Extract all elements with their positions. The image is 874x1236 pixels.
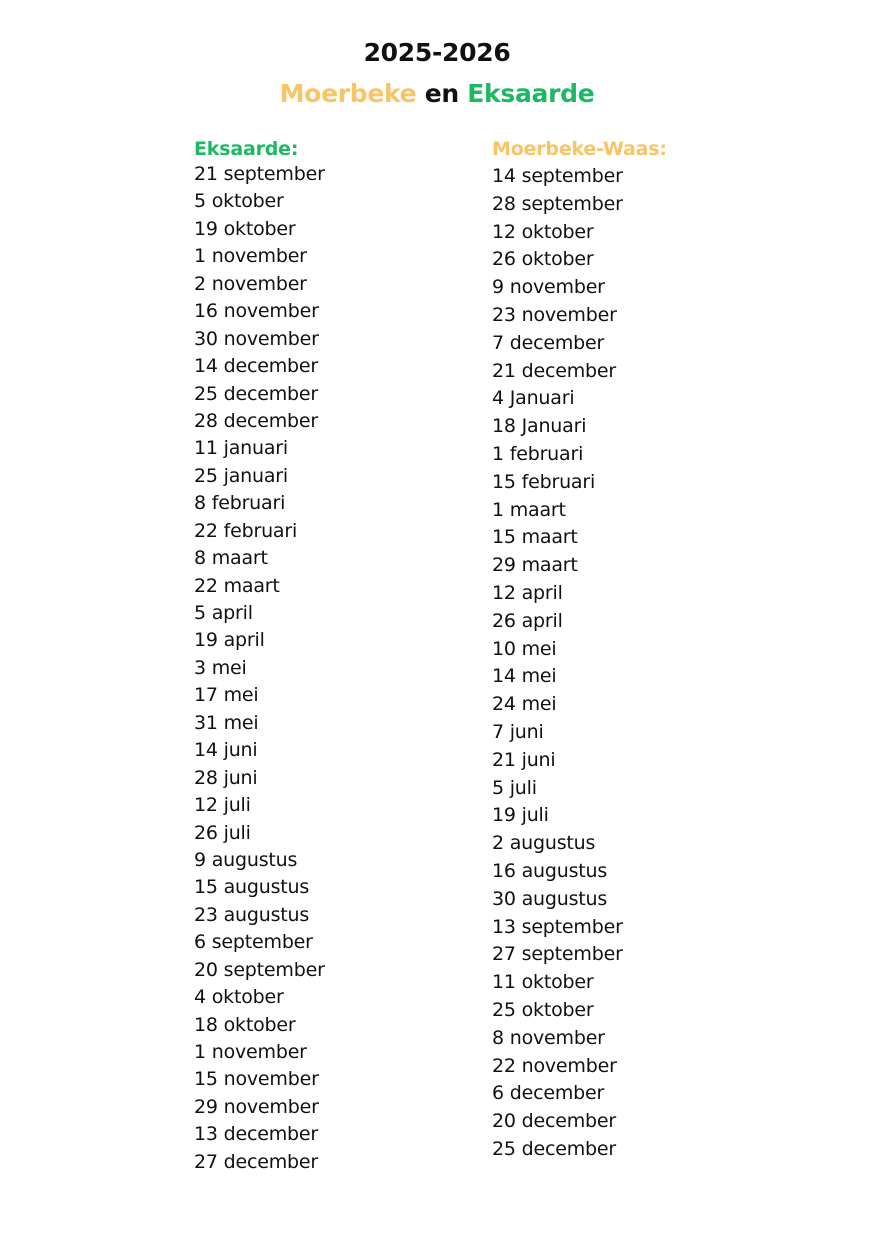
date-item: 6 september — [194, 931, 313, 954]
moerbeke-heading: Moerbeke-Waas: — [492, 138, 667, 160]
date-item: 1 november — [194, 245, 307, 268]
date-item: 8 maart — [194, 547, 268, 570]
date-item: 19 oktober — [194, 217, 296, 240]
date-item: 13 december — [194, 1123, 318, 1146]
date-item: 25 oktober — [492, 998, 594, 1021]
date-item: 27 december — [194, 1150, 318, 1173]
page-subtitle — [0, 77, 874, 111]
date-item: 25 december — [194, 382, 318, 405]
date-item: 18 oktober — [194, 1013, 296, 1036]
date-item: 22 februari — [194, 519, 298, 542]
date-item: 4 Januari — [492, 387, 575, 410]
date-item: 26 april — [492, 609, 563, 632]
date-item: 24 mei — [492, 693, 557, 716]
date-item: 25 januari — [194, 464, 288, 487]
date-item: 11 januari — [194, 437, 288, 460]
date-item: 13 september — [492, 915, 623, 938]
date-item: 21 juni — [492, 748, 556, 771]
eksaarde-date-list — [194, 161, 325, 1176]
date-item: 14 december — [194, 355, 318, 378]
date-item: 14 mei — [492, 665, 557, 688]
eksaarde-heading: Eksaarde: — [194, 138, 299, 160]
date-item: 22 maart — [194, 574, 280, 597]
date-item: 9 augustus — [194, 848, 298, 871]
subtitle-eksaarde: Eksaarde — [467, 79, 595, 108]
date-item: 4 oktober — [194, 986, 284, 1009]
date-item: 8 november — [492, 1026, 605, 1049]
date-item: 2 november — [194, 272, 307, 295]
date-item: 26 juli — [194, 821, 251, 844]
date-item: 12 april — [492, 581, 563, 604]
moerbeke-column — [492, 136, 667, 1164]
date-item: 29 maart — [492, 554, 578, 577]
date-item: 28 september — [492, 192, 623, 215]
date-item: 18 Januari — [492, 415, 587, 438]
date-item: 15 februari — [492, 470, 596, 493]
date-item: 16 november — [194, 300, 319, 323]
date-item: 15 maart — [492, 526, 578, 549]
subtitle-moerbeke: Moerbeke — [279, 79, 417, 108]
date-item: 5 juli — [492, 776, 537, 799]
date-item: 23 augustus — [194, 903, 310, 926]
date-item: 1 november — [194, 1041, 307, 1063]
date-item: 14 september — [492, 165, 623, 187]
date-item: 29 november — [194, 1095, 319, 1118]
date-item: 1 februari — [492, 442, 584, 465]
date-item: 19 april — [194, 629, 265, 652]
date-item: 28 december — [194, 409, 318, 432]
date-item: 20 december — [492, 1110, 616, 1133]
date-item: 16 augustus — [492, 859, 608, 882]
date-item: 23 november — [492, 303, 617, 326]
date-item: 15 november — [194, 1068, 319, 1091]
moerbeke-date-list — [492, 163, 667, 1164]
date-item: 12 oktober — [492, 220, 594, 243]
date-item: 22 november — [492, 1054, 617, 1077]
date-item: 30 augustus — [492, 887, 608, 910]
date-item: 5 oktober — [194, 190, 284, 213]
date-item: 12 juli — [194, 794, 251, 817]
date-item: 19 juli — [492, 804, 549, 827]
date-item: 27 september — [492, 943, 623, 966]
date-item: 21 december — [492, 359, 616, 382]
date-item: 6 december — [492, 1082, 605, 1105]
date-item: 30 november — [194, 327, 319, 350]
date-item: 26 oktober — [492, 248, 594, 271]
date-item: 15 augustus — [194, 876, 310, 899]
date-item: 7 juni — [492, 720, 544, 743]
subtitle-connector: en — [424, 79, 459, 108]
date-item: 25 december — [492, 1137, 616, 1160]
page-title: 2025-2026 — [363, 38, 511, 67]
date-item: 20 september — [194, 958, 325, 981]
date-item: 17 mei — [194, 684, 259, 707]
date-item: 9 november — [492, 276, 605, 299]
date-item: 2 augustus — [492, 832, 596, 855]
date-item: 10 mei — [492, 637, 557, 660]
date-item: 3 mei — [194, 656, 247, 679]
date-item: 7 december — [492, 331, 605, 354]
date-item: 14 juni — [194, 739, 258, 762]
date-item: 8 februari — [194, 492, 286, 515]
date-item: 11 oktober — [492, 971, 594, 994]
date-item: 1 maart — [492, 498, 566, 521]
date-item: 28 juni — [194, 766, 258, 789]
date-item: 21 september — [194, 163, 325, 185]
date-item: 5 april — [194, 602, 253, 624]
date-item: 31 mei — [194, 711, 259, 734]
eksaarde-column — [194, 136, 325, 1176]
